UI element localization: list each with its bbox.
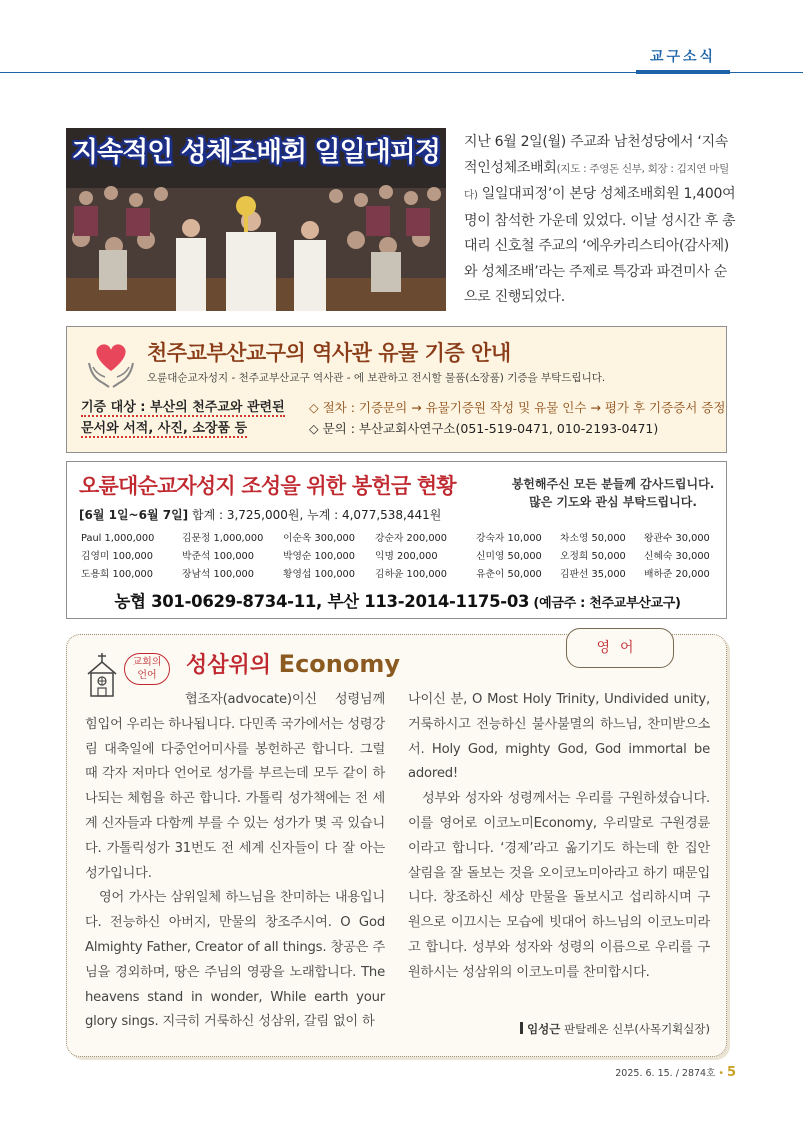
donor-entry: Paul 1,000,000 [81, 533, 155, 544]
donor-entry: 강숙자 10,000 [476, 533, 542, 544]
column-right-para-2: 성부와 성자와 성령께서는 우리를 구원하셨습니다. 이를 영어로 이코노미Economy, 우리말로 구원경륜이라고 합니다. ‘경제’라고 옮기기도 하는데 한 집안 살림을 잘 돌보는 것을 오이코노미아라고 하기 때문입니다. 창조하신 세상 만물을 돌보시고 섭리하시며 구원으로 이끄시는 모습에 빗대어 하느님의 이코노미라고 합니다. 성부와 성자와 성령의 이름으로 우리를 구원하시는 성삼위의 이코노미를 찬미합시다. [408, 791, 710, 980]
donor-entry: 차소영 50,000 [560, 533, 626, 544]
page-number: 5 [726, 1065, 736, 1080]
column-author [430, 1021, 710, 1037]
donor-entry: 김판선 35,000 [560, 569, 626, 580]
column-left-para-2: 영어 가사는 삼위일체 하느님을 찬미하는 내용입니다. 전능하신 아버지, 만물의 창조주시여. O God Almighty Father, Creator of all things. 창공은 주님을 경외하며, 땅은 주님의 영광을 노래합니다. The heavens stand in wonder, While earth your glory sings. 지극히 거룩하신 성삼위, 갈림 없이 하 [85, 890, 385, 1030]
column-right-para-1: 나이신 분, O Most Holy Trinity, Undivided unity, 거룩하시고 전능하신 불사불멸의 하느님, 찬미받으소서. Holy God, mighty God, God immortal be adored! [408, 692, 710, 782]
donor-entry: 김하윤 100,000 [375, 569, 448, 580]
article-body [464, 130, 736, 311]
donor-entry: 강순자 200,000 [375, 533, 448, 544]
donation-procedure: ◇ 절차 : 기증문의 → 유물기증원 작성 및 유물 인수 → 평가 후 기증증서 증정 [309, 400, 726, 415]
donor-entry: 신혜숙 30,000 [644, 551, 710, 562]
photo-title: 지속적인 성체조배회 일일대피정 [72, 137, 440, 168]
donation-target-line-2: 문서와 서적, 사진, 소장품 등 [81, 421, 248, 436]
artifact-donation-notice [66, 326, 727, 453]
bank-account-info [67, 588, 728, 612]
column-left-para-1: 협조자(advocate)이신 성령님께 힘입어 우리는 하나됩니다. 다민족 국가에서는 성령강림 대축일에 다중언어미사를 봉헌하곤 합니다. 그럴 때 각자 저마다 언어로 성가를 부르는데 모두 같이 하나되는 체험을 하곤 합니다. 가톨릭 성가책에는 전 세계 신자들과 다함께 부를 수 있는 성가가 몇 곡 있습니다. 가톨릭성가 31번도 전 세계 신자들이 다 잘 아는 성가입니다. [85, 692, 385, 881]
donor-entry: 김문정 1,000,000 [182, 533, 264, 544]
donor-entry: 황영섭 100,000 [283, 569, 356, 580]
column-title [186, 648, 400, 679]
donation-target [81, 397, 301, 439]
column-text-right [408, 688, 710, 986]
donor-entry: 김영미 100,000 [81, 551, 154, 562]
donation-contact: ◇ 문의 : 부산교회사연구소(051-519-0471, 010-2193-0471) [309, 421, 659, 436]
donor-entry: 배하준 20,000 [644, 569, 710, 580]
donation-target-line-1: 기증 대상 : 부산의 천주교와 관련된 [81, 400, 285, 415]
donor-entry: 익명 200,000 [375, 551, 438, 562]
account-holder: (예금주 : 천주교부산교구) [529, 596, 681, 611]
column-text-left [85, 688, 385, 1035]
donor-entry: 장남석 100,000 [182, 569, 255, 580]
issue-date: 2025. 6. 15. / 2874호 [615, 1068, 716, 1079]
badge-line-2: 언어 [137, 670, 157, 681]
donor-entry: 유춘이 50,000 [476, 569, 542, 580]
badge-line-1: 교회의 [132, 657, 162, 668]
donor-entry: 왕관수 30,000 [644, 533, 710, 544]
donor-list [81, 530, 721, 583]
article-text-1: 지난 6월 2일(월) 주교좌 남천성당에서 ‘지속적인성체조배회 [464, 134, 729, 176]
author-role: 판탈레온 신부(사목기획실장) [560, 1022, 710, 1036]
offering-title: 오륜대순교자성지 조성을 위한 봉헌금 현황 [79, 474, 456, 498]
author-name: 임성근 [527, 1022, 561, 1036]
church-language-badge [124, 653, 170, 685]
offering-thanks-line-2: 많은 기도와 관심 부탁드립니다. [529, 495, 697, 509]
donor-entry: 오정희 50,000 [560, 551, 626, 562]
donor-entry: 박영순 100,000 [283, 551, 356, 562]
column-tab-english: 영어 [566, 628, 674, 668]
article-photo [66, 128, 446, 311]
offering-thanks-line-1: 봉헌해주신 모든 분들께 감사드립니다. [511, 477, 715, 491]
heart-hands-icon [85, 337, 137, 393]
article-text-small: (지도 : 주영돈 신부, 회장 : 김지연 마틸다) [464, 162, 729, 201]
column-title-ko: 성삼위의 [186, 653, 279, 678]
page-footer [560, 1065, 736, 1080]
bank-accounts: 농협 301-0629-8734-11, 부산 113-2014-1175-03 [114, 592, 530, 611]
offering-period: [6월 1일~6월 7일] [79, 508, 189, 522]
header-rule-accent [636, 70, 730, 74]
footer-separator: • [718, 1068, 724, 1079]
offering-summary [79, 506, 441, 523]
column-title-en: Economy [278, 650, 401, 678]
donor-entry: 도용희 100,000 [81, 569, 154, 580]
offering-thanks [503, 475, 723, 511]
section-label: 교구소식 [649, 49, 717, 65]
donor-entry: 이순옥 300,000 [283, 533, 356, 544]
article-text-2: 일일대피정’이 본당 성체조배회원 1,400여 명이 참석한 가운데 있었다. 이날 성시간 후 총대리 신호철 주교의 ‘에우카리스티아(감사제)와 성체조배’라는 주제로 특강과 파견미사 순으로 진행되었다. [464, 186, 736, 305]
offering-totals: 합계 : 3,725,000원, 누계 : 4,077,538,441원 [188, 508, 442, 522]
notice-title: 천주교부산교구의 역사관 유물 기증 안내 [147, 341, 511, 365]
offering-status-box [66, 461, 727, 619]
donor-entry: 박준석 100,000 [182, 551, 255, 562]
notice-subtitle: 오륜대순교자성지 - 천주교부산교구 역사관 - 에 보관하고 전시할 물품(소장품) 기증을 부탁드립니다. [147, 372, 606, 384]
author-bar [520, 1022, 523, 1034]
donor-entry: 신미영 50,000 [476, 551, 542, 562]
